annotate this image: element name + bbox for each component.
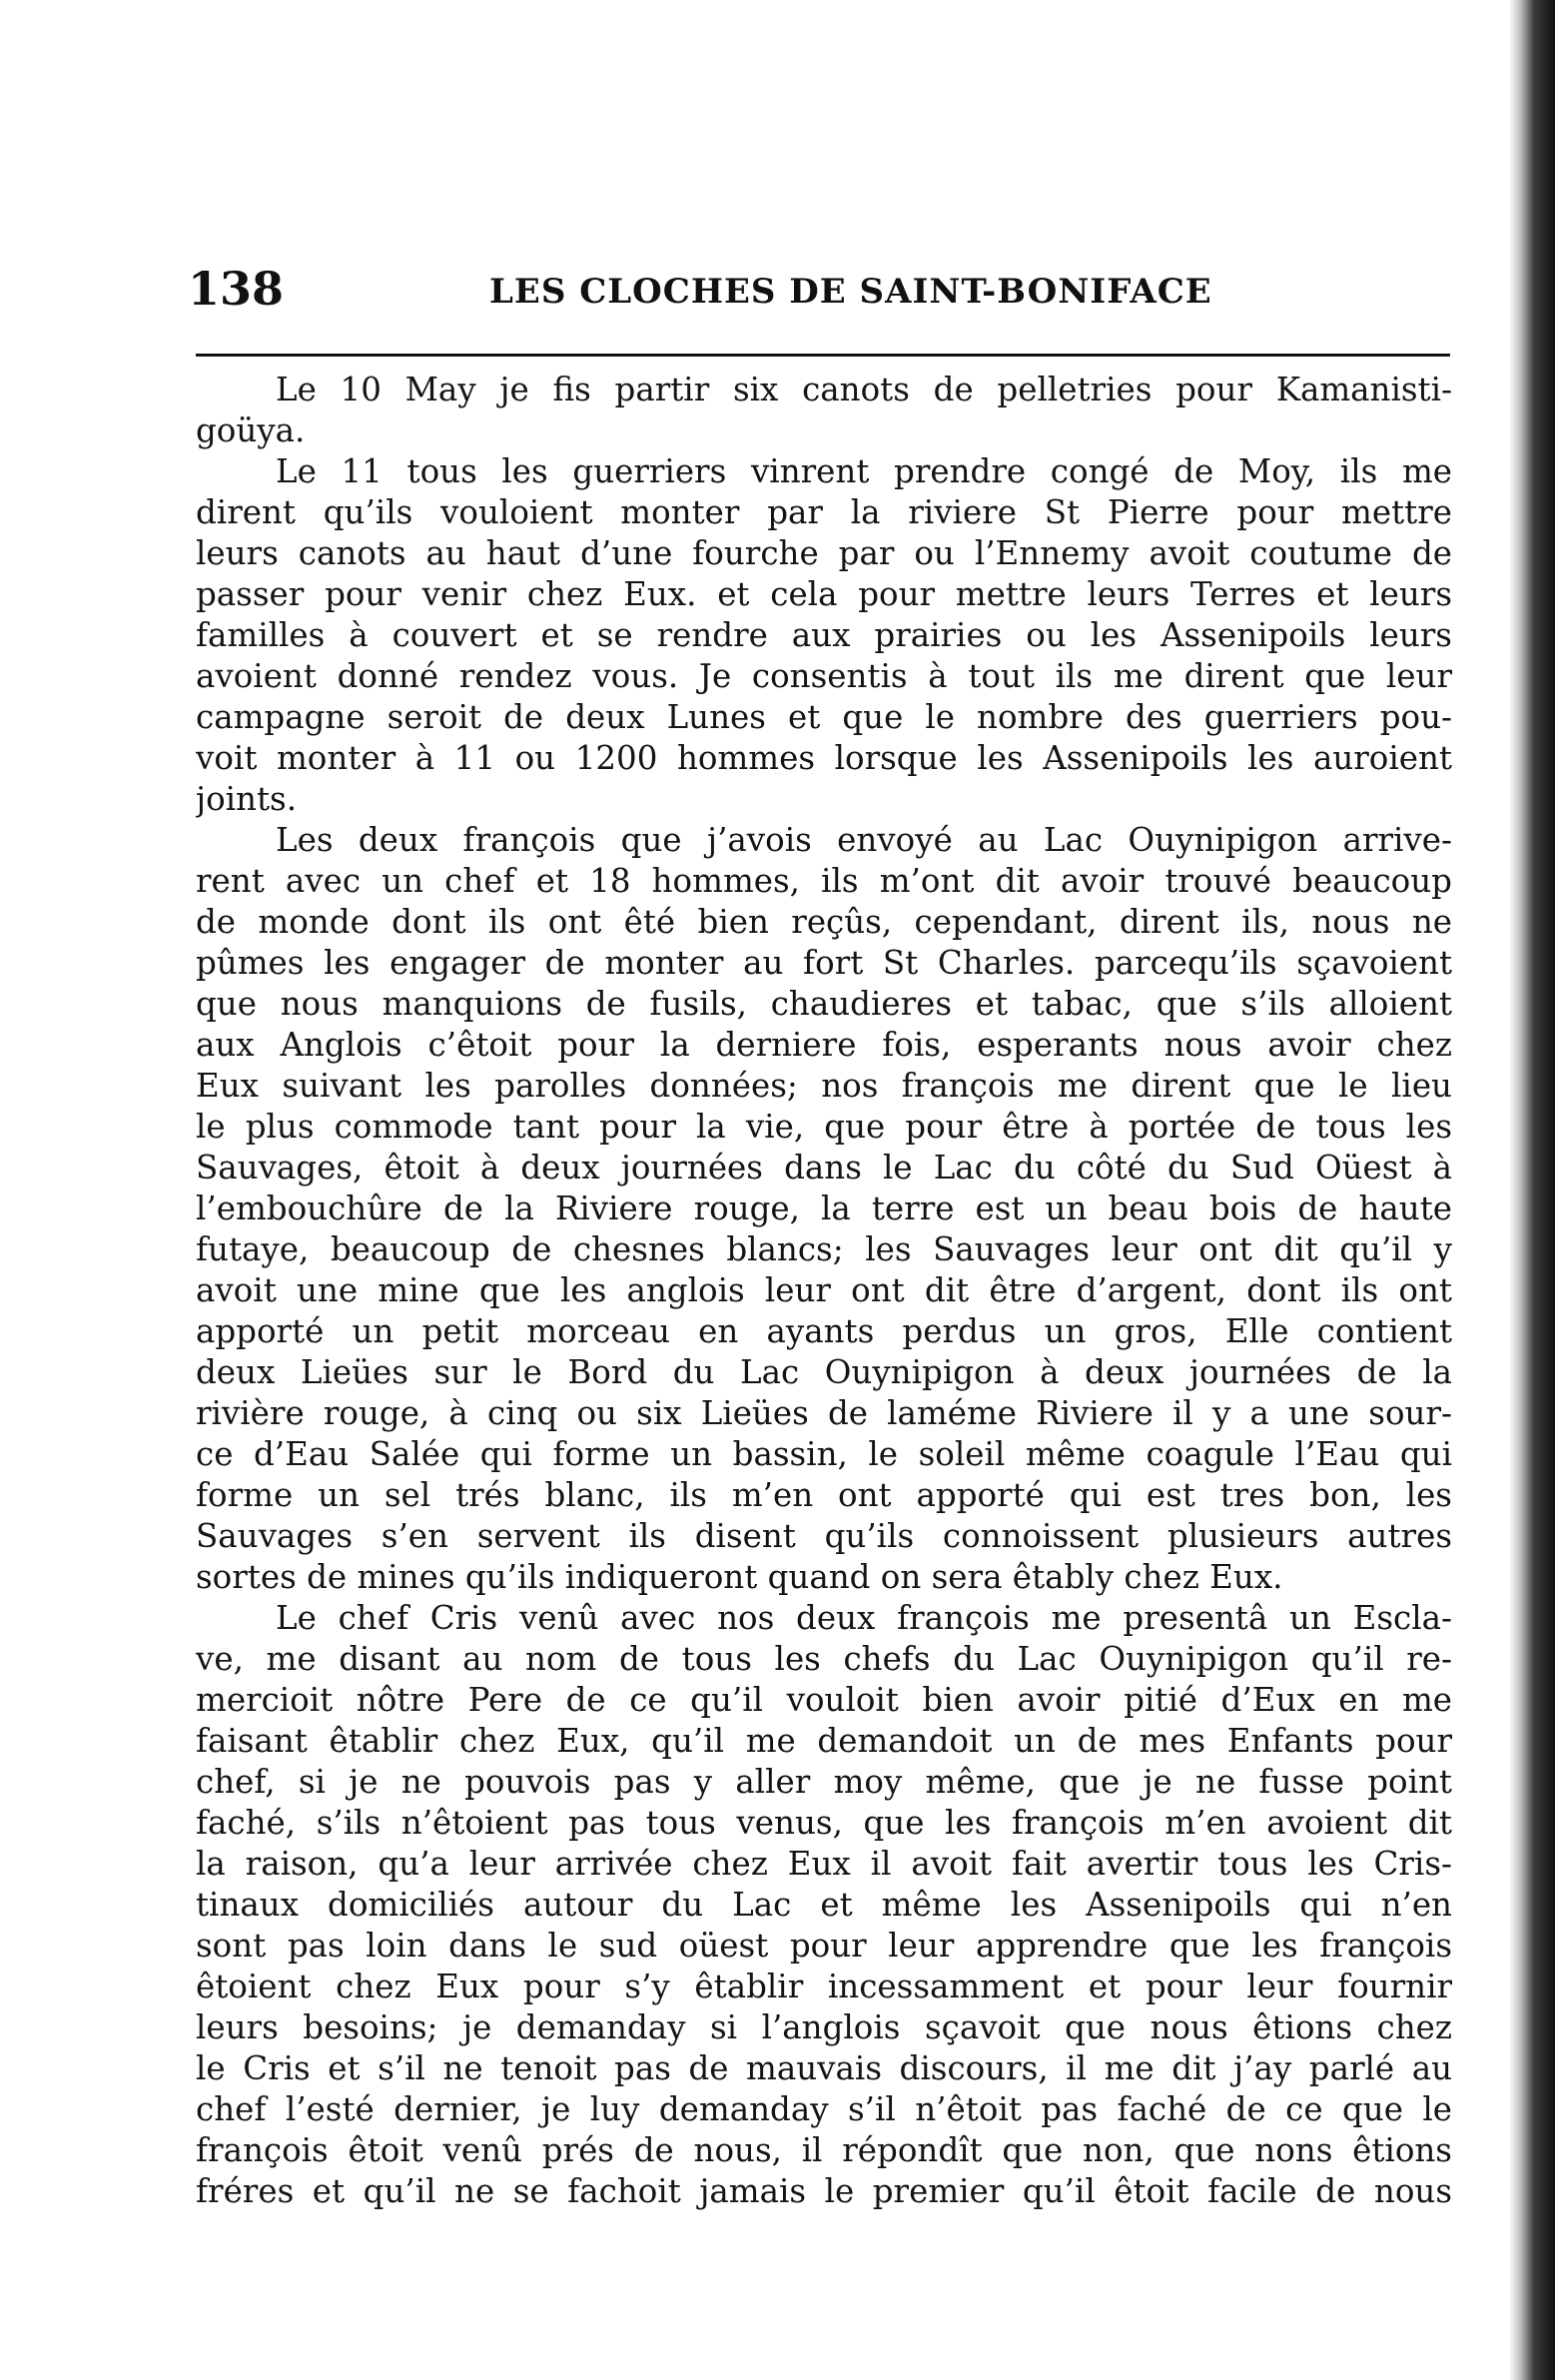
text-line: familles à couvert et se rendre aux prairies ou les Assenipoils leurs bbox=[196, 616, 1452, 654]
text-line: dirent qu’ils vouloient monter par la riviere St Pierre pour mettre bbox=[196, 493, 1452, 531]
text-line: tinaux domiciliés autour du Lac et même les Assenipoils qui n’en bbox=[196, 1886, 1452, 1924]
text-line: Sauvages, êtoit à deux journées dans le Lac du côté du Sud Oüest à bbox=[196, 1149, 1452, 1187]
text-line: chef, si je ne pouvois pas y aller moy même, que je ne fusse point bbox=[196, 1763, 1452, 1801]
text-line: la raison, qu’a leur arrivée chez Eux il avoit fait avertir tous les Cris- bbox=[196, 1845, 1452, 1883]
text-line: mercioit nôtre Pere de ce qu’il vouloit bien avoir pitié d’Eux en me bbox=[196, 1681, 1452, 1719]
text-line: campagne seroit de deux Lunes et que le nombre des guerriers pou- bbox=[196, 698, 1452, 736]
text-line: leurs canots au haut d’une fourche par ou l’Ennemy avoit coutume de bbox=[196, 534, 1452, 572]
text-line: futaye, beaucoup de chesnes blancs; les Sauvages leur ont dit qu’il y bbox=[196, 1230, 1452, 1268]
text-line: Le 11 tous les guerriers vinrent prendre congé de Moy, ils me bbox=[276, 452, 1452, 490]
text-line: fréres et qu’il ne se fachoit jamais le premier qu’il êtoit facile de nous bbox=[196, 2172, 1452, 2210]
text-line: joints. bbox=[196, 780, 298, 818]
text-line: pûmes les engager de monter au fort St Charles. parcequ’ils sçavoient bbox=[196, 944, 1452, 982]
text-line: chef l’esté dernier, je luy demanday s’il n’êtoit pas faché de ce que le bbox=[196, 2090, 1452, 2128]
text-line: leurs besoins; je demanday si l’anglois sçavoit que nous êtions chez bbox=[196, 2008, 1452, 2046]
body-text bbox=[196, 370, 1452, 2212]
scanned-page-edge bbox=[1509, 0, 1555, 2380]
text-line: le Cris et s’il ne tenoit pas de mauvais discours, il me dit j’ay parlé au bbox=[196, 2049, 1452, 2087]
running-title: LES CLOCHES DE SAINT-BONIFACE bbox=[489, 272, 1212, 312]
text-line: faché, s’ils n’êtoient pas tous venus, que les françois m’en avoient dit bbox=[196, 1804, 1452, 1842]
text-line: apporté un petit morceau en ayants perdus un gros, Elle contient bbox=[196, 1312, 1452, 1350]
text-line: que nous manquions de fusils, chaudieres et tabac, que s’ils alloient bbox=[196, 985, 1452, 1023]
text-line: rent avec un chef et 18 hommes, ils m’ont dit avoir trouvé beaucoup bbox=[196, 862, 1452, 900]
text-line: de monde dont ils ont êté bien reçûs, cependant, dirent ils, nous ne bbox=[196, 903, 1452, 941]
text-line: deux Lieües sur le Bord du Lac Ouynipigon à deux journées de la bbox=[196, 1353, 1452, 1391]
header-rule bbox=[196, 354, 1450, 357]
text-line: voit monter à 11 ou 1200 hommes lorsque les Assenipoils les auroient bbox=[196, 739, 1452, 777]
text-line: êtoient chez Eux pour s’y êtablir incessamment et pour leur fournir bbox=[196, 1968, 1452, 2005]
text-line: le plus commode tant pour la vie, que pour être à portée de tous les bbox=[196, 1108, 1452, 1146]
text-line: avoient donné rendez vous. Je consentis à tout ils me dirent que leur bbox=[196, 657, 1452, 695]
text-line: forme un sel trés blanc, ils m’en ont apporté qui est tres bon, les bbox=[196, 1476, 1452, 1514]
text-line: françois êtoit venû prés de nous, il répondît que non, que nons êtions bbox=[196, 2131, 1452, 2169]
text-line: rivière rouge, à cinq ou six Lieües de laméme Riviere il y a une sour- bbox=[196, 1394, 1452, 1432]
text-line: Sauvages s’en servent ils disent qu’ils connoissent plusieurs autres bbox=[196, 1517, 1452, 1555]
text-line: Le 10 May je fis partir six canots de pelletries pour Kamanisti- bbox=[276, 371, 1452, 408]
text-line: passer pour venir chez Eux. et cela pour mettre leurs Terres et leurs bbox=[196, 575, 1452, 613]
text-line: Les deux françois que j’avois envoyé au Lac Ouynipigon arrive- bbox=[276, 821, 1452, 859]
text-line: ce d’Eau Salée qui forme un bassin, le soleil même coagule l’Eau qui bbox=[196, 1435, 1452, 1473]
text-line: goüya. bbox=[196, 411, 306, 449]
page-number: 138 bbox=[188, 262, 285, 316]
text-line: aux Anglois c’êtoit pour la derniere fois, esperants nous avoir chez bbox=[196, 1026, 1452, 1064]
text-line: Le chef Cris venû avec nos deux françois me presentâ un Escla- bbox=[276, 1599, 1452, 1637]
text-line: sortes de mines qu’ils indiqueront quand on sera êtably chez Eux. bbox=[196, 1558, 1283, 1596]
text-line: ve, me disant au nom de tous les chefs du Lac Ouynipigon qu’il re- bbox=[196, 1640, 1452, 1678]
text-line: sont pas loin dans le sud oüest pour leur apprendre que les françois bbox=[196, 1927, 1452, 1965]
text-line: faisant êtablir chez Eux, qu’il me demandoit un de mes Enfants pour bbox=[196, 1722, 1452, 1760]
text-line: Eux suivant les parolles données; nos françois me dirent que le lieu bbox=[196, 1067, 1452, 1105]
text-line: l’embouchûre de la Riviere rouge, la terre est un beau bois de haute bbox=[196, 1190, 1452, 1227]
running-header bbox=[188, 262, 1448, 322]
text-line: avoit une mine que les anglois leur ont dit être d’argent, dont ils ont bbox=[196, 1271, 1452, 1309]
